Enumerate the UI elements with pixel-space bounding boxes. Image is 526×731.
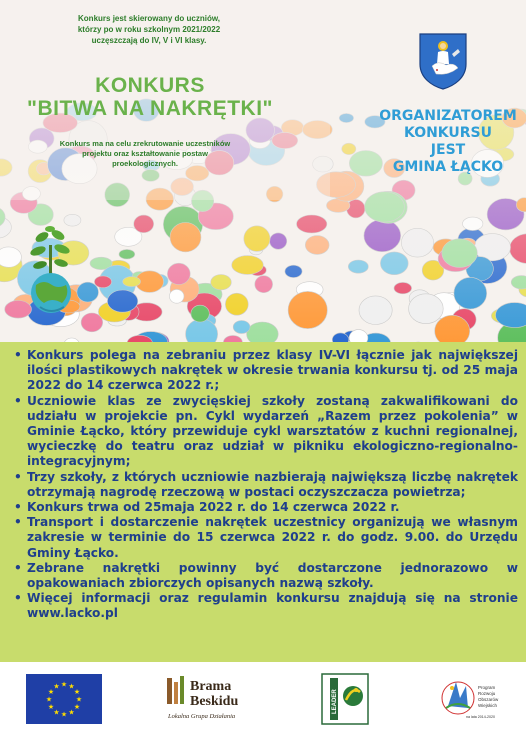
prow-line-2: Rozwoju (478, 691, 496, 696)
bullet: • (14, 394, 22, 409)
organizer-line-2: KONKURSU (368, 125, 526, 142)
brama-line-2: Beskidu (190, 694, 238, 709)
eu-star-icon: ★ (48, 703, 54, 711)
bullet: • (14, 470, 22, 485)
rule-item (14, 470, 518, 500)
title-line-1: KONKURS (60, 74, 240, 98)
prow-line-1: Program (478, 685, 496, 690)
organizer-line-1: ORGANIZATOREM (368, 108, 526, 125)
bullet: • (14, 348, 22, 363)
rule-item (14, 515, 518, 561)
eu-flag-icon (26, 674, 102, 724)
eu-star-icon: ★ (53, 683, 59, 691)
bullet: • (14, 561, 22, 576)
rule-item (14, 591, 518, 621)
eu-star-icon: ★ (61, 681, 67, 689)
intro-line-3: uczęszczają do IV, V i VI klasy. (40, 35, 258, 46)
rule-text: Uczniowie klas ze zwycięskiej szkoły zostaną zakwalifikowani do udziału w projekcie pn. Cykl wydarzeń „Razem przez pokolenia” w Gminie Łącko, który przewiduje cykl warsztatów z kuchni regionalnej, wycieczkę do teatru oraz udział w pikniku ekologiczno-regionalno-integracyjnym; (27, 394, 518, 469)
leader-text: LEADER (332, 689, 338, 714)
rule-item (14, 561, 518, 591)
rule-item (14, 500, 518, 515)
eu-star-icon: ★ (68, 709, 74, 717)
eu-star-icon: ★ (74, 688, 80, 696)
eco-globe-tree-icon (22, 223, 80, 315)
brama-beskidu-logo (167, 676, 238, 720)
aim-text (45, 139, 245, 169)
prow-line-3: Obszarów (478, 697, 499, 702)
rule-text: Transport i dostarczenie nakrętek uczestnicy organizują we własnym zakresie w terminie do 15 czerwca 2022 r. do godz. 9.00. do Urzędu Gminy Łącko. (27, 515, 518, 559)
organizer-line-4: GMINA ŁĄCKO (368, 159, 526, 176)
bullet: • (14, 591, 22, 606)
eu-star-icon: ★ (61, 711, 67, 719)
eu-star-icon: ★ (76, 696, 82, 704)
rule-text: Więcej informacji oraz regulamin konkursu znajdują się na stronie www.lacko.pl (27, 591, 518, 620)
eu-star-icon: ★ (53, 709, 59, 717)
prow-logo (442, 682, 499, 719)
brama-line-1: Brama (190, 679, 231, 694)
aim-line-3: proekologicznych. (45, 159, 245, 169)
rule-item (14, 348, 518, 394)
rule-text: Konkurs polega na zebraniu przez klasy IV-VI łącznie jak największej ilości plastikowych nakrętek w okresie trwania konkursu tj. od 25 maja 2022 do 14 czerwca 2022 r.; (27, 348, 518, 392)
bullet: • (14, 500, 22, 515)
rule-text: Konkurs trwa od 25maja 2022 r. do 14 czerwca 2022 r. (27, 500, 399, 514)
rules-list (14, 348, 518, 622)
eu-star-icon: ★ (46, 696, 52, 704)
eu-star-icon: ★ (48, 688, 54, 696)
organizer-line-3: JEST (368, 142, 526, 159)
aim-line-1: Konkurs ma na celu zrekrutowanie uczestników (45, 139, 245, 149)
intro-text (40, 13, 258, 46)
sponsor-logos-bar (0, 662, 526, 727)
intro-line-2: którzy po w roku szkolnym 2021/2022 (40, 24, 258, 35)
header-area (0, 0, 526, 342)
gmina-lacko-crest-icon (418, 32, 468, 90)
brama-sub: Lokalna Grupa Działania (167, 713, 235, 720)
leader-logo (322, 674, 368, 724)
rule-text: Zebrane nakrętki powinny być dostarczone jednorazowo w opakowaniach zbiorczych opisanych nazwą szkoły. (27, 561, 518, 590)
eu-star-icon: ★ (68, 683, 74, 691)
aim-line-2: projektu oraz kształtowanie postaw (45, 149, 245, 159)
prow-line-4: Wiejskich (478, 703, 497, 708)
prow-line-5: na lata 2014-2020 (466, 715, 495, 719)
title-line-2: "BITWA NA NAKRĘTKI" (10, 97, 290, 121)
organizer-text (368, 108, 526, 176)
eu-star-icon: ★ (74, 703, 80, 711)
rule-text: Trzy szkoły, z których uczniowie nazbierają największą liczbę nakrętek otrzymają nagrodę rzeczową w postaci oczyszczacza powietrza; (27, 470, 518, 499)
intro-line-1: Konkurs jest skierowany do uczniów, (40, 13, 258, 24)
rule-item (14, 394, 518, 470)
bullet: • (14, 515, 22, 530)
sponsor-logos (0, 662, 526, 727)
